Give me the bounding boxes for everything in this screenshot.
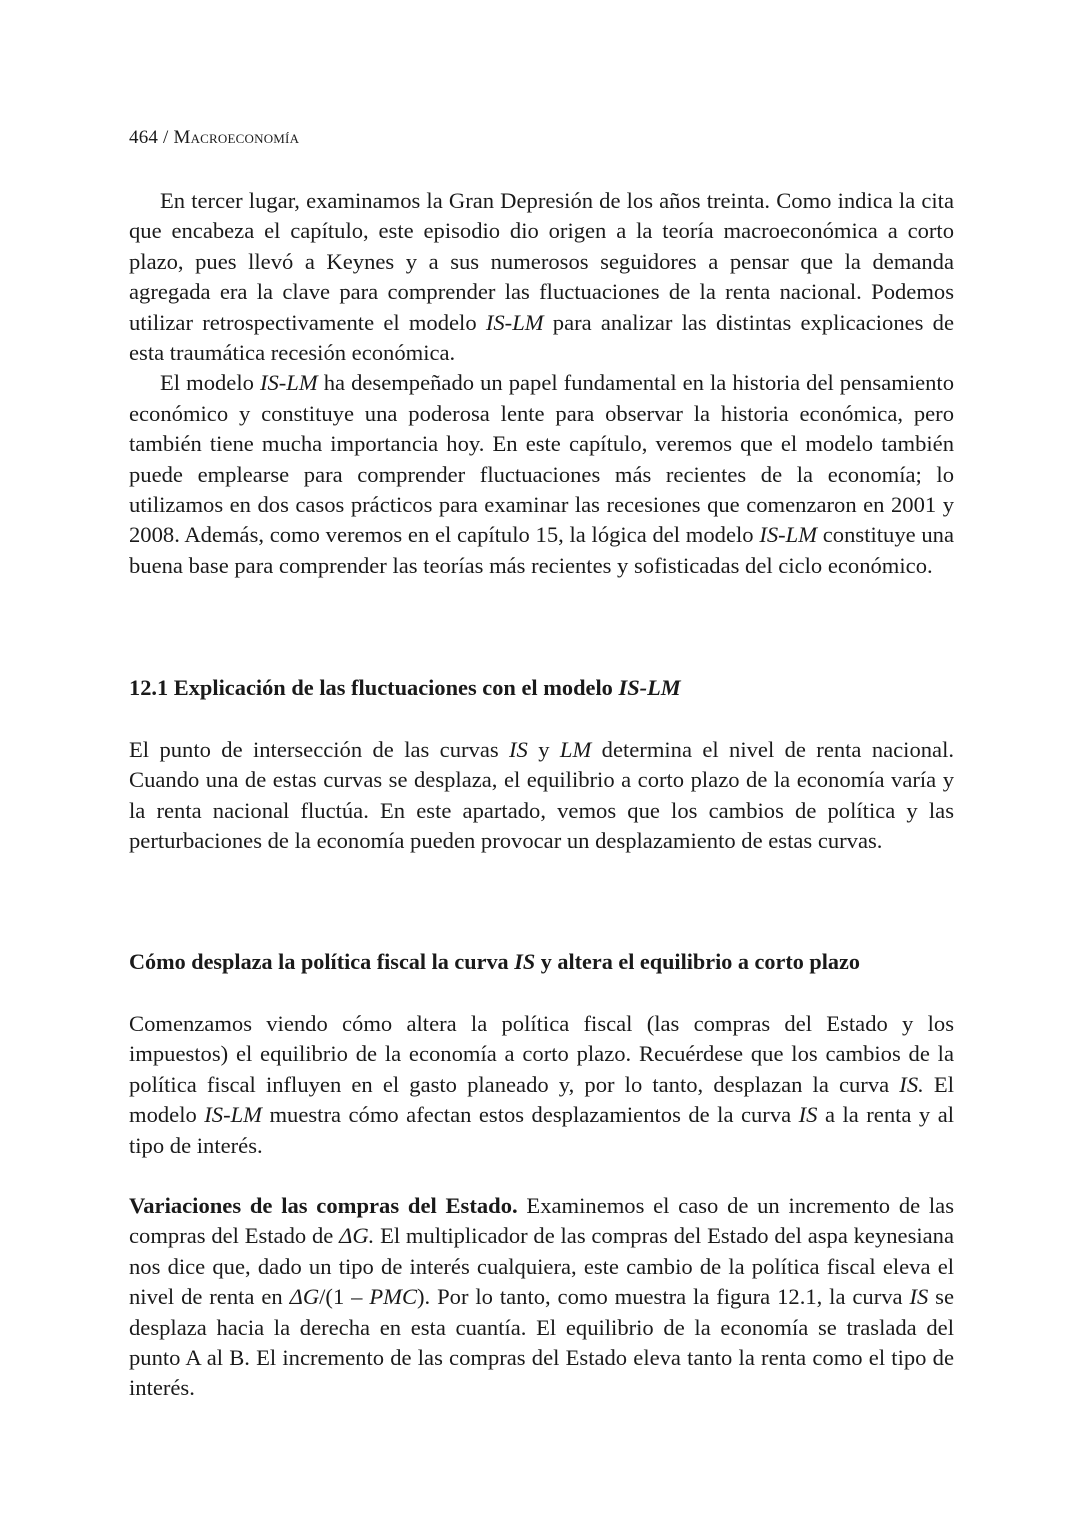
run-in-heading: Variaciones de las compras del Estado. xyxy=(129,1193,518,1218)
running-head xyxy=(129,127,299,149)
page-number: 464 xyxy=(129,127,159,148)
heading-text: y altera el equilibrio a corto plazo xyxy=(535,949,860,974)
italic-term: IS-LM xyxy=(759,522,818,548)
italic-term: IS xyxy=(909,1284,929,1310)
heading-text: Cómo desplaza la política fiscal la curva xyxy=(129,949,515,974)
text-run: Comenzamos viendo cómo altera la política fiscal (las compras del Estado y los impuestos) el equilibrio de la economía a corto plazo. Recuérdese que los cambios de la política fiscal influyen en el gasto planeado y, por lo tanto, desplazan la curva xyxy=(129,1011,954,1097)
section-heading-12-1 xyxy=(129,675,681,701)
section-12-1-body xyxy=(129,735,954,857)
intro-paragraph-1 xyxy=(129,186,954,368)
heading-text: 12.1 Explicación de las fluctuaciones con el modelo xyxy=(129,675,619,700)
italic-term: PMC xyxy=(369,1284,418,1310)
text-run: El modelo xyxy=(160,370,260,396)
italic-term: IS xyxy=(798,1102,818,1128)
heading-italic: IS-LM xyxy=(618,675,681,700)
text-run: para analizar las distintas explicaciones de esta traumática recesión económica. xyxy=(129,309,954,366)
text-run: a la renta y al tipo de interés. xyxy=(129,1102,954,1158)
text-run: ha desempeñado un papel fundamental en la historia del pensamiento económico y constituye una poderosa lente para observar la historia económica, pero también tiene mucha importancia hoy. En este capítulo, veremos que el modelo también puede emplearse para comprender fluctuaciones más recientes de la economía; lo utilizamos en dos casos prácticos para examinar las recesiones que comenzaron en 2001 y 2008. Además, como veremos en el capítulo 15, la lógica del modelo xyxy=(129,370,954,548)
section-12-1-paragraph xyxy=(129,735,954,857)
text-run: El punto de intersección de las curvas xyxy=(129,737,510,762)
book-title: Macroeconomía xyxy=(173,127,300,148)
text-run: ). Por lo tanto, como muestra la figura 12.1, la curva xyxy=(417,1284,910,1310)
text-run: muestra cómo afectan estos desplazamientos de la curva xyxy=(262,1102,799,1128)
italic-term: ΔG xyxy=(289,1284,320,1310)
italic-term: ΔG. xyxy=(339,1223,375,1249)
heading-italic: IS xyxy=(514,949,536,974)
text-run: determina el nivel de renta nacional. Cuando una de estas curvas se desplaza, el equilibrio a corto plazo de la economía varía y la renta nacional fluctúa. En este apartado, vemos que los cambios de política y las perturbaciones de la economía pueden provocar un desplazamiento de estas curvas. xyxy=(129,737,955,854)
italic-term: IS xyxy=(509,737,528,762)
text-run: y xyxy=(527,737,560,762)
fiscal-intro-body xyxy=(129,1009,954,1161)
intro-paragraphs xyxy=(129,186,954,581)
text-run: Examinemos el caso de un incremento de las compras del Estado de xyxy=(129,1193,954,1249)
intro-paragraph-2 xyxy=(129,368,954,581)
text-run: El multiplicador de las compras del Estado del aspa keynesiana nos dice que, dado un tipo de interés cualquiera, este cambio de la política fiscal eleva el nivel de renta en xyxy=(129,1223,955,1310)
italic-term: IS-LM xyxy=(485,309,544,335)
running-head-separator: / xyxy=(158,127,174,148)
italic-term: IS-LM xyxy=(204,1102,262,1128)
fiscal-paragraph-2 xyxy=(129,1191,954,1404)
text-run: En tercer lugar, examinamos la Gran Depresión de los años treinta. Como indica la cita que encabeza el capítulo, este episodio dio origen a la teoría macroeconómica a corto plazo, pues llevó a Keynes y a sus numerosos seguidores a pensar que la demanda agregada era la clave para comprender las fluctuaciones de la renta nacional. Podemos utilizar retrospectivamente el modelo xyxy=(129,188,954,335)
subsection-heading-fiscal xyxy=(129,949,860,975)
italic-term: IS. xyxy=(899,1071,924,1097)
government-purchases-body xyxy=(129,1191,954,1404)
text-run: /(1 – xyxy=(319,1284,370,1310)
text-run: constituye una buena base para comprender las teorías más recientes y sofisticadas del ciclo económico. xyxy=(129,522,954,578)
italic-term: LM xyxy=(559,737,592,762)
italic-term: IS-LM xyxy=(259,370,318,396)
fiscal-paragraph-1 xyxy=(129,1009,954,1161)
text-run: El modelo xyxy=(129,1071,954,1128)
text-run: se desplaza hacia la derecha en esta cuantía. El equilibrio de la economía se traslada del punto A al B. El incremento de las compras del Estado eleva tanto la renta como el tipo de interés. xyxy=(129,1284,954,1401)
